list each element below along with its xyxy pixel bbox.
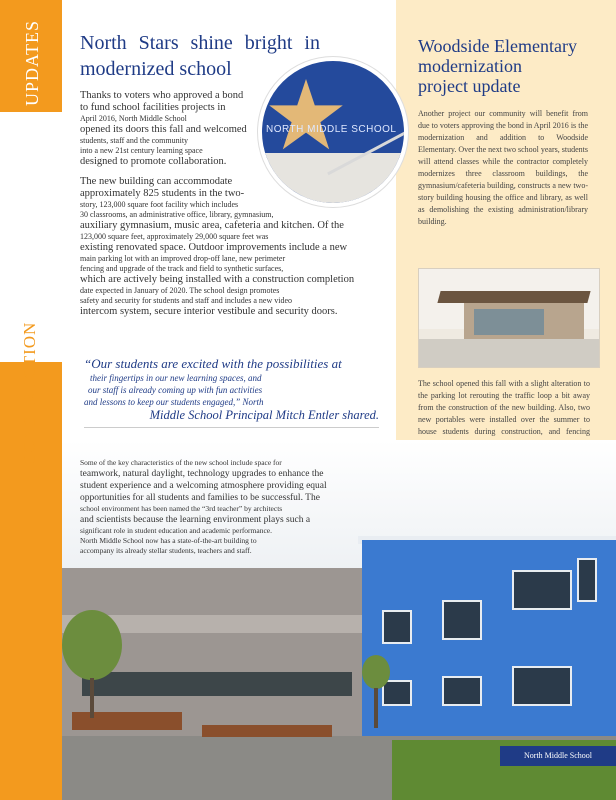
- photo-window: [382, 610, 412, 644]
- photo-window: [442, 600, 482, 640]
- photo-tree-trunk: [374, 688, 378, 728]
- text-line: April 2016, North Middle School: [80, 114, 187, 123]
- article-paragraph-1: [80, 90, 260, 168]
- quote-line-3: our staff is already coming up with fun activities: [88, 385, 263, 395]
- photo-window: [382, 680, 412, 706]
- text-line: story, 123,000 square foot facility which includes: [80, 200, 239, 209]
- rendering-roof: [437, 291, 590, 303]
- woodside-paragraph-1: Another project our community will benefit from due to voters approving the bond in April 2016 is the modernization and addition to Woodside Elementary. Over the next two school years, students will attend classes while the contractor completely modernizes three classroom buildings, the gymnasium/cafeteria building, constructs a new two-story building housing the office and library, as well as demolishing the existing administration/library building.: [418, 109, 588, 226]
- text-line: auxiliary gymnasium, music area, cafeteria and kitchen. Of the: [80, 220, 344, 231]
- woodside-article: [418, 36, 588, 228]
- quote-line-1: “Our students are excited with the possibilities at: [84, 356, 342, 371]
- article-title: North Stars shine bright in modernized school: [80, 32, 320, 80]
- text-line: fencing and upgrade of the track and field to synthetic surfaces,: [80, 264, 284, 273]
- text-line: 123,000 square feet, approximately 29,000 square feet was: [80, 232, 269, 241]
- text-line: and scientists because the learning environment plays such a: [80, 515, 311, 525]
- text-line: 30 classrooms, an administrative office, library, gymnasium,: [80, 210, 274, 219]
- principal-quote: [84, 356, 379, 428]
- star-icon: [266, 75, 346, 155]
- text-line: into a new 21st century learning space: [80, 146, 203, 155]
- text-line: opened its doors this fall and welcomed: [80, 124, 247, 135]
- text-line: Some of the key characteristics of the new school include space for: [80, 458, 282, 467]
- quote-attribution: Middle School Principal Mitch Entler shared.: [149, 408, 379, 422]
- photo-window: [442, 676, 482, 706]
- photo-bench: [202, 725, 332, 737]
- text-line: accompany its already stellar students, teachers and staff.: [80, 546, 252, 555]
- text-line: designed to promote collaboration.: [80, 156, 227, 167]
- text-line: date expected in January of 2020. The school design promotes: [80, 286, 280, 295]
- quote-line-4: and lessons to keep our students engaged,” North: [84, 397, 264, 407]
- woodside-rendering-image: [418, 268, 600, 368]
- text-line: safety and security for students and staff and includes a new video: [80, 296, 293, 305]
- photo-tree: [362, 655, 390, 689]
- text-line: significant role in student education and academic performance.: [80, 526, 273, 535]
- text-line: student experience and a welcoming atmosphere providing equal: [80, 481, 327, 491]
- woodside-title-line-1: Woodside Elementary: [418, 36, 578, 56]
- text-line: teamwork, natural daylight, technology upgrades to enhance the: [80, 469, 324, 479]
- woodside-paragraph-2: The school opened this fall with a slight alteration to the parking lot rerouting the traffic loop a bit away from the construction of the new building. Also, two new portables were installed over the summer to house students during construction, and fencing: [418, 379, 590, 436]
- text-line: which are actively being installed with a construction completion: [80, 274, 355, 285]
- photo-sign-text: NORTH MIDDLE SCHOOL: [266, 124, 397, 135]
- text-line: school environment has been named the “3rd teacher” by architects: [80, 504, 283, 513]
- text-line: The new building can accommodate: [80, 176, 233, 187]
- woodside-title: [418, 36, 588, 96]
- photo-window: [512, 570, 572, 610]
- text-line: opportunities for all students and families to be successful. The: [80, 493, 320, 503]
- bottom-paragraph: [80, 458, 380, 556]
- photo-building-windows: [82, 672, 352, 696]
- photo-window: [512, 666, 572, 706]
- text-line: North Middle School now has a state-of-the-art building to: [80, 536, 257, 545]
- photo-window: [577, 558, 597, 602]
- text-line: intercom system, secure interior vestibule and security doors.: [80, 306, 338, 317]
- text-line: Thanks to voters who approved a bond: [80, 90, 244, 101]
- text-line: approximately 825 students in the two-: [80, 188, 245, 199]
- photo-tree: [62, 610, 122, 680]
- woodside-title-line-2: modernization: [418, 56, 522, 76]
- star-wall-photo: [258, 57, 408, 207]
- text-line: students, staff and the community: [80, 136, 189, 145]
- photo-bench: [72, 712, 182, 730]
- rendering-glass: [474, 309, 544, 335]
- rendering-ground: [419, 339, 600, 368]
- quote-line-2: their fingertips in our new learning spaces, and: [90, 373, 262, 383]
- woodside-title-line-3: project update: [418, 76, 521, 96]
- photo-tree-trunk: [90, 678, 94, 718]
- text-line: existing renovated space. Outdoor improvements include a new: [80, 242, 348, 253]
- text-line: to fund school facilities projects in: [80, 102, 226, 113]
- photo-caption: North Middle School: [500, 746, 616, 766]
- construction-label: CONSTRUCTION: [20, 321, 39, 465]
- text-line: main parking lot with an improved drop-off lane, new perimeter: [80, 254, 286, 263]
- photo-floor: [262, 153, 408, 207]
- updates-label: UPDATES: [22, 19, 42, 106]
